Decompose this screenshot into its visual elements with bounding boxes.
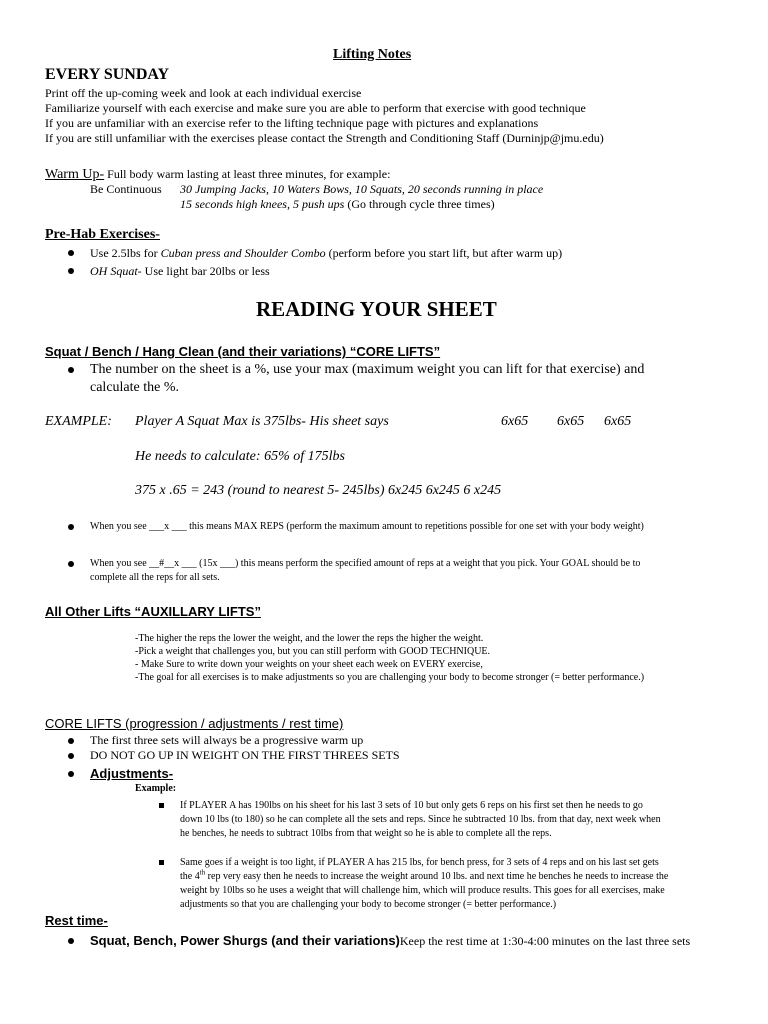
- rest-item-text: Keep the rest time at 1:30-4:00 minutes on the last three sets: [399, 934, 691, 948]
- prehab-item: [90, 264, 270, 278]
- rest-heading: Rest time-: [45, 913, 108, 928]
- page-title: Lifting Notes: [333, 47, 412, 62]
- aux-line: -The goal for all exercises is to make adjustments so you are challenging your body to become stronger (= better performance.): [135, 672, 645, 683]
- bullet: [68, 938, 74, 944]
- max-reps-note: When you see ___x ___ this means MAX REPS (perform the maximum amount to repetitions possible for one set with your body weight): [90, 521, 644, 532]
- warm-up-line: [45, 165, 390, 183]
- sunday-line: If you are still unfamiliar with the exercises please contact the Strength and Conditioning Staff (Durninjp@jmu.edu): [45, 131, 604, 145]
- result-line: 375 x .65 = 243 (round to nearest 5- 245lbs) 6x245 6x245 6 x245: [135, 483, 502, 498]
- prehab-item-exercise: Cuban press and Shoulder Combo: [160, 246, 326, 260]
- adjust-line: down 10 lbs (to 180) so he can complete all the sets and reps. Since he subtracted 10 lbs. from that day, next week when: [180, 814, 661, 825]
- bullet: [68, 524, 74, 530]
- bullet: [68, 367, 74, 373]
- warm-up-cycle-line: 30 Jumping Jacks, 10 Waters Bows, 10 Squats, 20 seconds running in place: [180, 182, 544, 196]
- adjust-line: adjustments so that you are challenging your body to become stronger (= better performance.): [180, 899, 557, 910]
- warm-up-cycle-line2: [180, 197, 495, 211]
- example-text: Player A Squat Max is 375lbs- His sheet says: [135, 414, 389, 429]
- adjust-example-label: Example:: [135, 783, 177, 794]
- aux-line: -The higher the reps the lower the weight, and the lower the reps the higher the weight.: [135, 633, 484, 644]
- adjust-line: weight by 10lbs so he uses a weight that will challenge him, which will produce results. This goes for all exercises, make: [180, 885, 665, 896]
- bullet: [68, 771, 74, 777]
- warm-up-heading: Warm Up-: [45, 167, 105, 182]
- prehab-item-text: Use 2.5lbs for: [90, 246, 161, 260]
- adjust-text: the 4: [180, 871, 200, 882]
- rest-item-lifts: Squat, Bench, Power Shurgs (and their variations): [90, 933, 400, 948]
- warm-up-cycle-note: (Go through cycle three times): [344, 197, 495, 211]
- prehab-item-exercise: OH Squat: [90, 264, 138, 278]
- adjustments-heading: Adjustments-: [90, 766, 174, 781]
- bullet: [68, 268, 74, 274]
- prehab-item-note: (perform before you start lift, but after warm up): [325, 246, 563, 260]
- calc-line: He needs to calculate: 65% of 175lbs: [135, 449, 345, 464]
- example-label: EXAMPLE:: [45, 414, 112, 429]
- prehab-item-note: - Use light bar 20lbs or less: [137, 264, 270, 278]
- aux-line: - Make Sure to write down your weights on your sheet each week on EVERY exercise,: [135, 659, 483, 670]
- bullet: [68, 753, 74, 759]
- prehab-item: [90, 246, 562, 260]
- core-lifts-heading: Squat / Bench / Hang Clean (and their variations) “CORE LIFTS”: [45, 344, 441, 359]
- bullet: [68, 738, 74, 744]
- example-set: 6x65: [604, 414, 632, 429]
- adjust-line: [180, 868, 669, 884]
- reading-heading: READING YOUR SHEET: [256, 297, 497, 321]
- progression-item: The first three sets will always be a progressive warm up: [90, 733, 364, 747]
- adjust-line: Same goes if a weight is too light, if PLAYER A has 215 lbs, for bench press, for 3 sets of 4 reps and on his last set gets: [180, 857, 659, 868]
- sunday-line: If you are unfamiliar with an exercise refer to the lifting technique page with pictures and explanations: [45, 116, 539, 130]
- sub-bullet: [159, 860, 164, 865]
- prehab-heading: Pre-Hab Exercises-: [45, 227, 160, 242]
- adjust-line: If PLAYER A has 190lbs on his sheet for his last 3 sets of 10 but only gets 6 reps on his first set then he needs to go: [180, 800, 643, 811]
- aux-heading: All Other Lifts “AUXILLARY LIFTS”: [45, 604, 261, 619]
- progression-item: DO NOT GO UP IN WEIGHT ON THE FIRST THREES SETS: [90, 748, 400, 762]
- adjust-line: he benches, he needs to subtract 10lbs from that weight so he is able to complete all the reps.: [180, 828, 552, 839]
- warm-up-cycle-italic: 15 seconds high knees, 5 push ups: [180, 197, 345, 211]
- sunday-line: Print off the up-coming week and look at each individual exercise: [45, 86, 362, 100]
- every-sunday-heading: EVERY SUNDAY: [45, 66, 170, 83]
- warm-up-intro: Full body warm lasting at least three minutes, for example:: [104, 167, 391, 181]
- adjust-text: rep very easy then he needs to increase the weight around 10 lbs. and next time he benches he needs to increase the: [205, 871, 669, 882]
- core-lifts-bullet-line: The number on the sheet is a %, use your max (maximum weight you can lift for that exercise) and: [90, 362, 645, 377]
- example-set: 6x65: [501, 414, 529, 429]
- progression-heading: CORE LIFTS (progression / adjustments / rest time): [45, 716, 344, 731]
- sub-bullet: [159, 803, 164, 808]
- warm-up-label: Be Continuous: [90, 182, 162, 196]
- bullet: [68, 250, 74, 256]
- weight-pick-note: When you see __#__x ___ (15x ___) this means perform the specified amount of reps at a weight that you pick. Your GOAL should be to: [90, 558, 641, 569]
- aux-line: -Pick a weight that challenges you, but you can still perform with GOOD TECHNIQUE.: [135, 646, 491, 657]
- rest-item: [90, 932, 690, 950]
- core-lifts-bullet-line: calculate the %.: [90, 380, 180, 395]
- example-set: 6x65: [557, 414, 585, 429]
- weight-pick-note: complete all the reps for all sets.: [90, 572, 220, 583]
- sunday-line: Familiarize yourself with each exercise and make sure you are able to perform that exercise with good technique: [45, 101, 586, 115]
- bullet: [68, 561, 74, 567]
- superscript: th: [199, 868, 206, 877]
